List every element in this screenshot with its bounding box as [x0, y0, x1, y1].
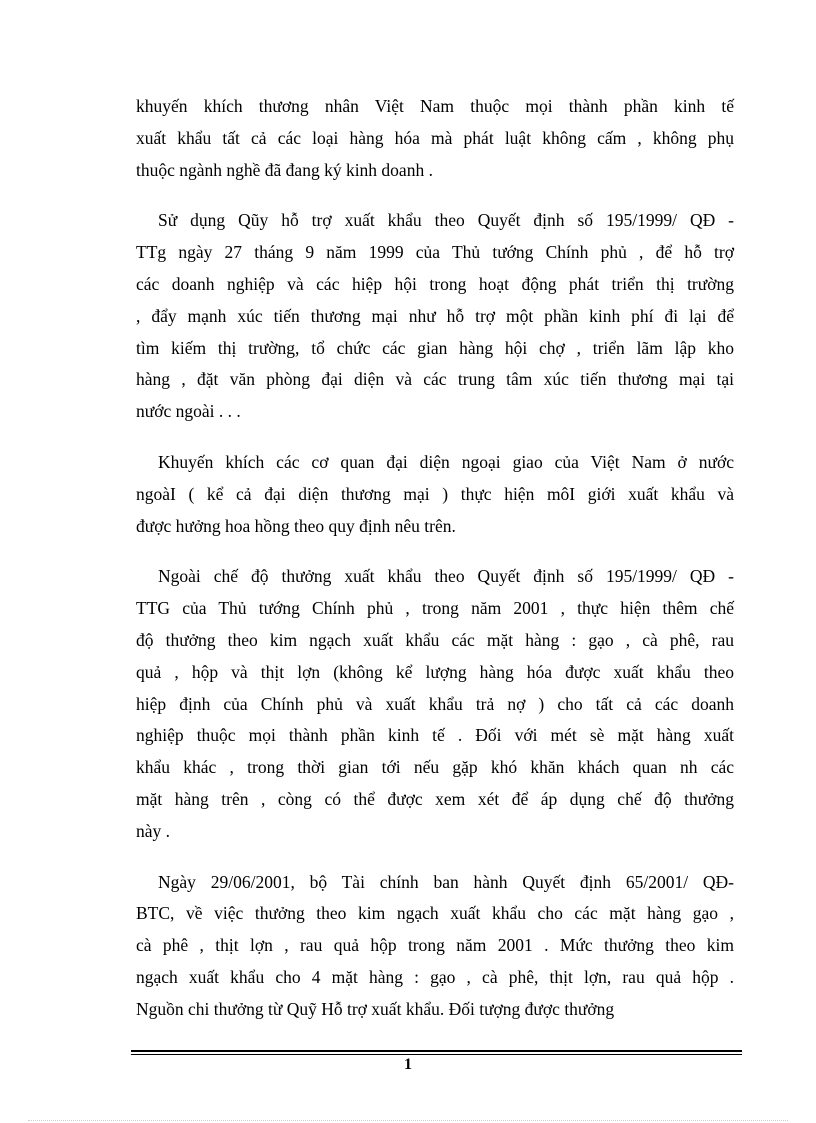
text-line: Ngày 29/06/2001, bộ Tài chính ban hành Quyết định 65/2001/ QĐ-: [158, 871, 734, 892]
text-line: Khuyến khích các cơ quan đại diện ngoại giao của Việt Nam ở nước: [158, 451, 734, 472]
page-number: 1: [404, 1056, 412, 1073]
text-line: xuất khẩu tất cả các loại hàng hóa mà phát luật không cấm , không phụ: [136, 127, 734, 148]
document-body: [136, 91, 734, 1045]
paragraph: [136, 447, 734, 542]
paragraph: [136, 91, 734, 186]
text-line: nước ngoài . . .: [136, 401, 241, 422]
paragraph: [136, 205, 734, 428]
text-line: Ngoài chế độ thưởng xuất khẩu theo Quyết định số 195/1999/ QĐ -: [158, 566, 734, 587]
paragraph: [136, 867, 734, 1026]
text-line: khuyến khích thương nhân Việt Nam thuộc mọi thành phần kinh tế: [136, 96, 734, 116]
text-line: được hưởng hoa hồng theo quy định nêu trên.: [136, 515, 456, 536]
footer-divider-thin: [131, 1054, 742, 1055]
text-line: mặt hàng trên , còng có thể được xem xét để áp dụng chế độ thưởng: [136, 788, 734, 809]
text-line: hàng , đặt văn phòng đại diện và các trung tâm xúc tiến thương mại tại: [136, 369, 734, 390]
text-line: Sử dụng Qũy hỗ trợ xuất khẩu theo Quyết định số 195/1999/ QĐ -: [158, 210, 734, 231]
footer-divider: [131, 1050, 742, 1052]
text-line: cà phê , thịt lợn , rau quả hộp trong năm 2001 . Mức thưởng theo kim: [136, 935, 734, 956]
text-line: các doanh nghiệp và các hiệp hội trong hoạt động phát triển thị trường: [136, 273, 734, 294]
text-line: TTg ngày 27 tháng 9 năm 1999 của Thủ tướng Chính phủ , để hỗ trợ: [136, 242, 734, 263]
text-line: BTC, về việc thưởng theo kim ngạch xuất khẩu cho các mặt hàng gạo ,: [136, 903, 734, 924]
paragraph: [136, 561, 734, 847]
text-line: tìm kiếm thị trường, tổ chức các gian hàng hội chợ , triển lãm lập kho: [136, 337, 734, 358]
text-line: hiệp định của Chính phủ và xuất khẩu trả nợ ) cho tất cả các doanh: [136, 693, 734, 714]
text-line: , đẩy mạnh xúc tiến thương mại như hỗ trợ một phần kinh phí đi lại để: [136, 305, 734, 326]
text-line: độ thưởng theo kim ngạch xuất khẩu các mặt hàng : gạo , cà phê, rau: [136, 629, 734, 650]
text-line: ngoàI ( kể cả đại diện thương mại ) thực hiện môI giới xuất khẩu và: [136, 483, 734, 504]
text-line: thuộc ngành nghề đã đang ký kinh doanh .: [136, 159, 433, 180]
page-bottom-border: [28, 1120, 788, 1121]
text-line: nghiệp thuộc mọi thành phần kinh tế . Đối với mét sè mặt hàng xuất: [136, 725, 734, 746]
text-line: Nguồn chi thưởng từ Quỹ Hỗ trợ xuất khẩu. Đối tượng được thưởng: [136, 998, 615, 1019]
text-line: TTG của Thủ tướng Chính phủ , trong năm 2001 , thực hiện thêm chế: [136, 598, 734, 619]
text-line: khẩu khác , trong thời gian tới nếu gặp khó khăn khách quan nh các: [136, 757, 734, 778]
text-line: quả , hộp và thịt lợn (không kể lượng hàng hóa được xuất khẩu theo: [136, 661, 734, 682]
text-line: ngạch xuất khẩu cho 4 mặt hàng : gạo , cà phê, thịt lợn, rau quả hộp .: [136, 966, 734, 987]
text-line: này .: [136, 820, 171, 841]
